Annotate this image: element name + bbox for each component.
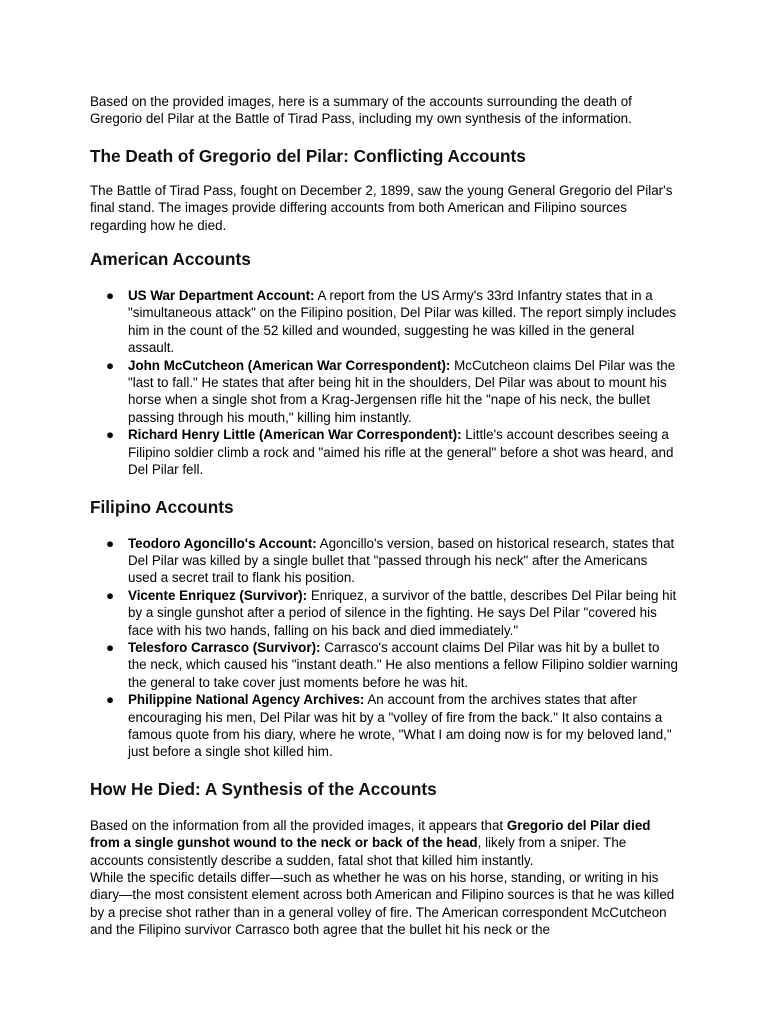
list-item	[90, 691, 680, 761]
synthesis-text: Based on the information from all the provided images, it appears that	[90, 817, 507, 833]
bullet-icon: ●	[106, 587, 115, 603]
account-label: Richard Henry Little (American War Correspondent):	[128, 427, 462, 443]
filipino-accounts-heading: Filipino Accounts	[90, 496, 234, 517]
list-item	[90, 587, 680, 639]
bullet-icon: ●	[106, 639, 115, 655]
bullet-icon: ●	[106, 357, 115, 373]
list-item	[90, 535, 680, 587]
account-text: An account from the archives states that after encouraging his men, Del Pilar was hit by a "volley of fire from the back." It also contains a famous quote from his diary, where he wrote, "What I am doing now is for my beloved land," just before a single shot killed him.	[128, 692, 672, 760]
american-accounts-heading: American Accounts	[90, 249, 251, 270]
synthesis-text: , likely from a sniper. The accounts consistently describe a sudden, fatal shot that killed him instantly.	[90, 835, 627, 868]
list-item	[90, 426, 680, 478]
account-label: John McCutcheon (American War Correspondent):	[128, 357, 451, 373]
document-page	[90, 93, 680, 939]
account-text: A report from the US Army's 33rd Infantry states that in a "simultaneous attack" on the Filipino position, Del Pilar was killed. The report simply includes him in the count of the 52 killed and wounded, suggesting he was killed in the general assault.	[128, 288, 677, 356]
list-item	[90, 357, 680, 427]
battle-paragraph: The Battle of Tirad Pass, fought on December 2, 1899, saw the young General Gregorio del Pilar's final stand. The images provide differing accounts from both American and Filipino sources regarding how he died.	[90, 182, 673, 233]
synthesis-heading: How He Died: A Synthesis of the Accounts	[90, 778, 437, 799]
american-accounts-list	[90, 287, 680, 478]
bullet-icon: ●	[106, 288, 115, 304]
synthesis-conclusion: Gregorio del Pilar died from a single gunshot wound to the neck or back of the head	[90, 817, 651, 851]
main-heading: The Death of Gregorio del Pilar: Conflicting Accounts	[90, 145, 526, 166]
synthesis-paragraph-2: While the specific details differ—such as whether he was on his horse, standing, or writing in his diary—the most consistent element across both American and Filipino sources is that he was killed by a precise shot rather than in a general volley of fire. The American correspondent McCutcheon and the Filipino survivor Carrasco both agree that the bullet hit his neck or the	[90, 870, 675, 938]
account-label: Telesforo Carrasco (Survivor):	[128, 639, 321, 655]
account-text: Enriquez, a survivor of the battle, describes Del Pilar being hit by a single gunshot after a period of silence in the fighting. He says Del Pilar "covered his face with his two hands, falling on his back and died immediately."	[128, 587, 677, 638]
bullet-icon: ●	[106, 692, 115, 708]
account-label: US War Department Account:	[128, 288, 315, 304]
filipino-accounts-list	[90, 535, 680, 761]
account-label: Philippine National Agency Archives:	[128, 692, 365, 708]
list-item	[90, 287, 680, 357]
account-text: Agoncillo's version, based on historical research, states that Del Pilar was killed by a single bullet that "passed through his neck" after the Americans used a secret trail to flank his position.	[128, 535, 675, 586]
synthesis-paragraph-1	[90, 817, 680, 869]
list-item	[90, 639, 680, 691]
intro-paragraph: Based on the provided images, here is a summary of the accounts surrounding the death of Gregorio del Pilar at the Battle of Tirad Pass, including my own synthesis of the information.	[90, 94, 632, 127]
account-label: Vicente Enriquez (Survivor):	[128, 587, 308, 603]
account-text: Little's account describes seeing a Filipino soldier climb a rock and "aimed his rifle at the general" before a shot was heard, and Del Pilar fell.	[128, 427, 674, 478]
bullet-icon: ●	[106, 427, 115, 443]
account-text: McCutcheon claims Del Pilar was the "last to fall." He states that after being hit in the shoulders, Del Pilar was about to mount his horse when a single shot from a Krag-Jergensen rifle hit the "nape of his neck, the bullet passing through his mouth," killing him instantly.	[128, 357, 676, 425]
bullet-icon: ●	[106, 535, 115, 551]
account-text: Carrasco's account claims Del Pilar was hit by a bullet to the neck, which caused his "instant death." He also mentions a fellow Filipino soldier warning the general to take cover just moments before he was hit.	[128, 639, 678, 690]
account-label: Teodoro Agoncillo's Account:	[128, 535, 317, 551]
